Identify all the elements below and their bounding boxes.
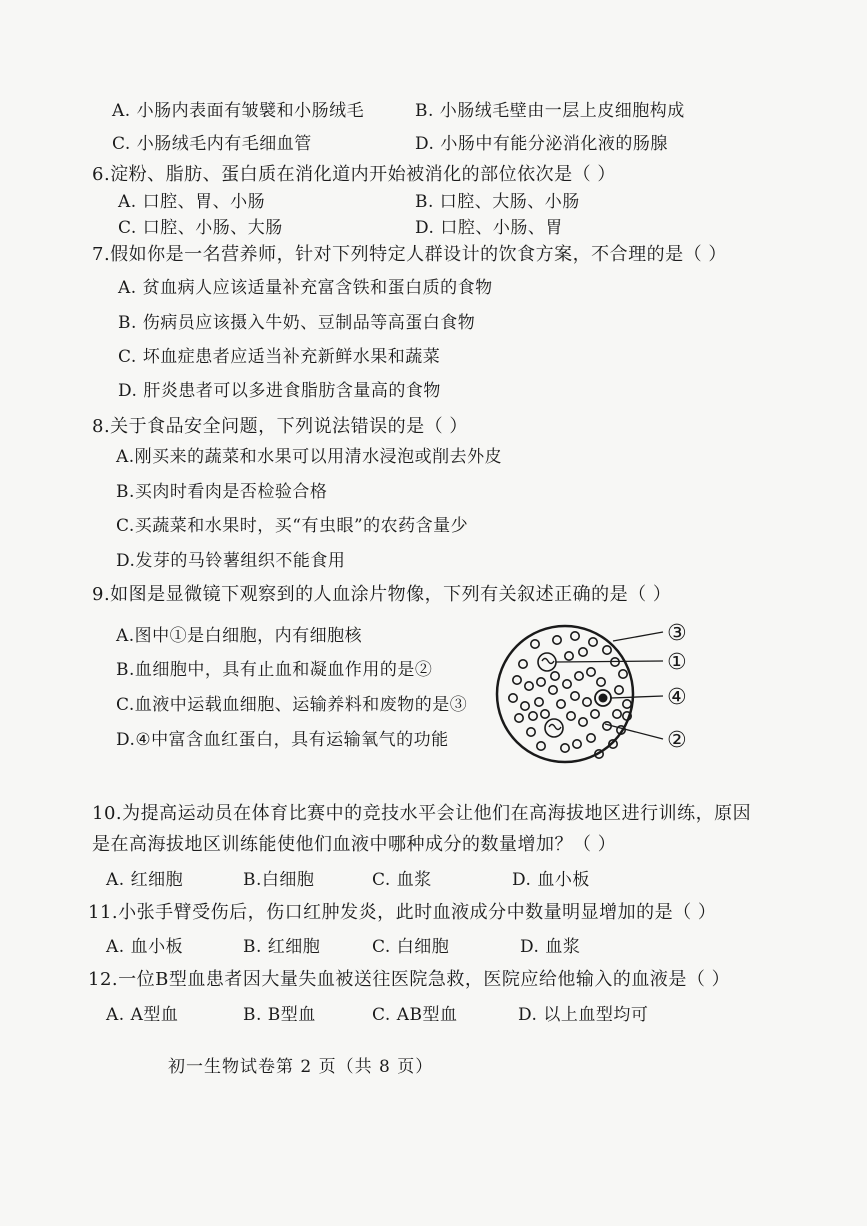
- red-blood-cell: [509, 694, 517, 702]
- leader-line-2: [605, 724, 663, 739]
- q9-option-b: B.血细胞中，具有止血和凝血作用的是②: [116, 660, 433, 680]
- q7-option-d: D. 肝炎患者可以多进食脂肪含量高的食物: [118, 381, 441, 401]
- red-blood-cell: [591, 710, 599, 718]
- red-blood-cell: [529, 712, 537, 720]
- red-blood-cell: [603, 722, 611, 730]
- leader-line-4: [611, 696, 663, 698]
- q11-option-a: A. 血小板: [106, 937, 184, 957]
- q6-option-a: A. 口腔、胃、小肠: [118, 192, 266, 212]
- page-footer: 初一生物试卷第 2 页（共 8 页）: [168, 1057, 434, 1077]
- q7-option-c: C. 坏血症患者应适当补充新鲜水果和蔬菜: [118, 347, 441, 367]
- q8-stem: 8.关于食品安全问题，下列说法错误的是（ ）: [92, 416, 468, 437]
- red-blood-cell: [615, 686, 623, 694]
- q12-option-c: C. AB型血: [372, 1005, 458, 1025]
- q6-option-c: C. 口腔、小肠、大肠: [118, 218, 283, 238]
- red-blood-cell: [561, 744, 569, 752]
- q10-option-b: B.白细胞: [243, 870, 315, 890]
- q11-stem: 11.小张手臂受伤后，伤口红肿发炎，此时血液成分中数量明显增加的是（ ）: [88, 902, 717, 923]
- red-blood-cell: [519, 660, 527, 668]
- red-blood-cell: [557, 700, 565, 708]
- q9-option-d: D.④中富含血红蛋白，具有运输氧气的功能: [116, 730, 449, 750]
- red-blood-cell: [527, 728, 535, 736]
- leader-line-3: [613, 632, 663, 641]
- red-blood-cell: [587, 668, 595, 676]
- red-blood-cell: [541, 710, 549, 718]
- red-blood-cell: [531, 640, 539, 648]
- red-blood-cell: [571, 632, 579, 640]
- red-blood-cell: [587, 734, 595, 742]
- q11-option-b: B. 红细胞: [243, 937, 321, 957]
- red-blood-cell: [623, 700, 631, 708]
- red-blood-cell: [579, 718, 587, 726]
- red-blood-cell: [521, 702, 529, 710]
- q8-option-a: A.刚买来的蔬菜和水果可以用清水浸泡或削去外皮: [116, 447, 503, 467]
- q7-option-b: B. 伤病员应该摄入牛奶、豆制品等高蛋白食物: [118, 313, 476, 333]
- label-1: ①: [667, 650, 687, 675]
- q5-option-c: C. 小肠绒毛内有毛细血管: [112, 134, 312, 154]
- red-blood-cell: [575, 672, 583, 680]
- q5-option-b: B. 小肠绒毛壁由一层上皮细胞构成: [415, 101, 685, 121]
- microscope-field: [497, 626, 633, 762]
- red-blood-cell: [619, 670, 627, 678]
- red-blood-cell: [579, 648, 587, 656]
- red-blood-cell: [537, 742, 545, 750]
- label-3: ③: [667, 621, 687, 646]
- red-blood-cell: [513, 676, 521, 684]
- q5-option-a: A. 小肠内表面有皱襞和小肠绒毛: [112, 101, 365, 121]
- red-blood-cell: [589, 638, 597, 646]
- red-blood-cell: [583, 698, 591, 706]
- q9-option-a: A.图中①是白细胞，内有细胞核: [116, 626, 363, 646]
- red-blood-cell: [597, 678, 605, 686]
- red-blood-cell: [553, 636, 561, 644]
- q12-stem: 12.一位B型血患者因大量失血被送往医院急救，医院应给他输入的血液是（ ）: [88, 969, 731, 990]
- red-blood-cell: [551, 672, 559, 680]
- leader-line-1: [556, 661, 663, 662]
- q10-stem-line1: 10.为提高运动员在体育比赛中的竞技水平会让他们在高海拔地区进行训练，原因: [92, 803, 752, 824]
- q10-option-c: C. 血浆: [372, 870, 432, 890]
- q6-option-b: B. 口腔、大肠、小肠: [415, 192, 580, 212]
- red-blood-cells: [509, 632, 631, 758]
- label-4: ④: [667, 685, 687, 710]
- label-2: ②: [667, 728, 687, 753]
- q8-option-d: D.发芽的马铃薯组织不能食用: [116, 551, 346, 571]
- red-blood-cell: [571, 692, 579, 700]
- red-blood-cell: [515, 714, 523, 722]
- q11-option-d: D. 血浆: [520, 937, 581, 957]
- red-blood-cell: [535, 698, 543, 706]
- q10-stem-line2: 是在高海拔地区训练能使他们血液中哪种成分的数量增加？（ ）: [92, 834, 617, 855]
- red-blood-cell: [573, 740, 581, 748]
- q12-option-a: A. A型血: [106, 1005, 179, 1025]
- red-blood-cell: [565, 652, 573, 660]
- q7-option-a: A. 贫血病人应该适量补充富含铁和蛋白质的食物: [118, 278, 493, 298]
- dark-cell: [595, 690, 611, 706]
- red-blood-cell: [525, 682, 533, 690]
- q8-option-c: C.买蔬菜和水果时，买“有虫眼”的农药含量少: [116, 516, 469, 536]
- q12-option-b: B. B型血: [243, 1005, 316, 1025]
- red-blood-cell: [549, 686, 557, 694]
- blood-smear-figure: [495, 606, 705, 781]
- q6-stem: 6.淀粉、脂肪、蛋白质在消化道内开始被消化的部位依次是（ ）: [92, 164, 616, 185]
- q5-option-d: D. 小肠中有能分泌消化液的肠腺: [415, 134, 668, 154]
- q9-option-c: C.血液中运载血细胞、运输养料和废物的是③: [116, 695, 468, 715]
- red-blood-cell: [537, 678, 545, 686]
- white-blood-cell-1: [538, 653, 556, 671]
- q9-stem: 9.如图是显微镜下观察到的人血涂片物像，下列有关叙述正确的是（ ）: [92, 584, 672, 605]
- q7-stem: 7.假如你是一名营养师，针对下列特定人群设计的饮食方案，不合理的是（ ）: [92, 244, 727, 265]
- q12-option-d: D. 以上血型均可: [518, 1005, 649, 1025]
- white-blood-cell-2: [545, 719, 563, 737]
- q11-option-c: C. 白细胞: [372, 937, 450, 957]
- red-blood-cell: [563, 680, 571, 688]
- q10-option-a: A. 红细胞: [106, 870, 184, 890]
- q8-option-b: B.买肉时看肉是否检验合格: [116, 482, 328, 502]
- red-blood-cell: [567, 712, 575, 720]
- red-blood-cell: [603, 646, 611, 654]
- q6-option-d: D. 口腔、小肠、胃: [415, 218, 563, 238]
- red-blood-cell: [613, 710, 621, 718]
- q10-option-d: D. 血小板: [512, 870, 590, 890]
